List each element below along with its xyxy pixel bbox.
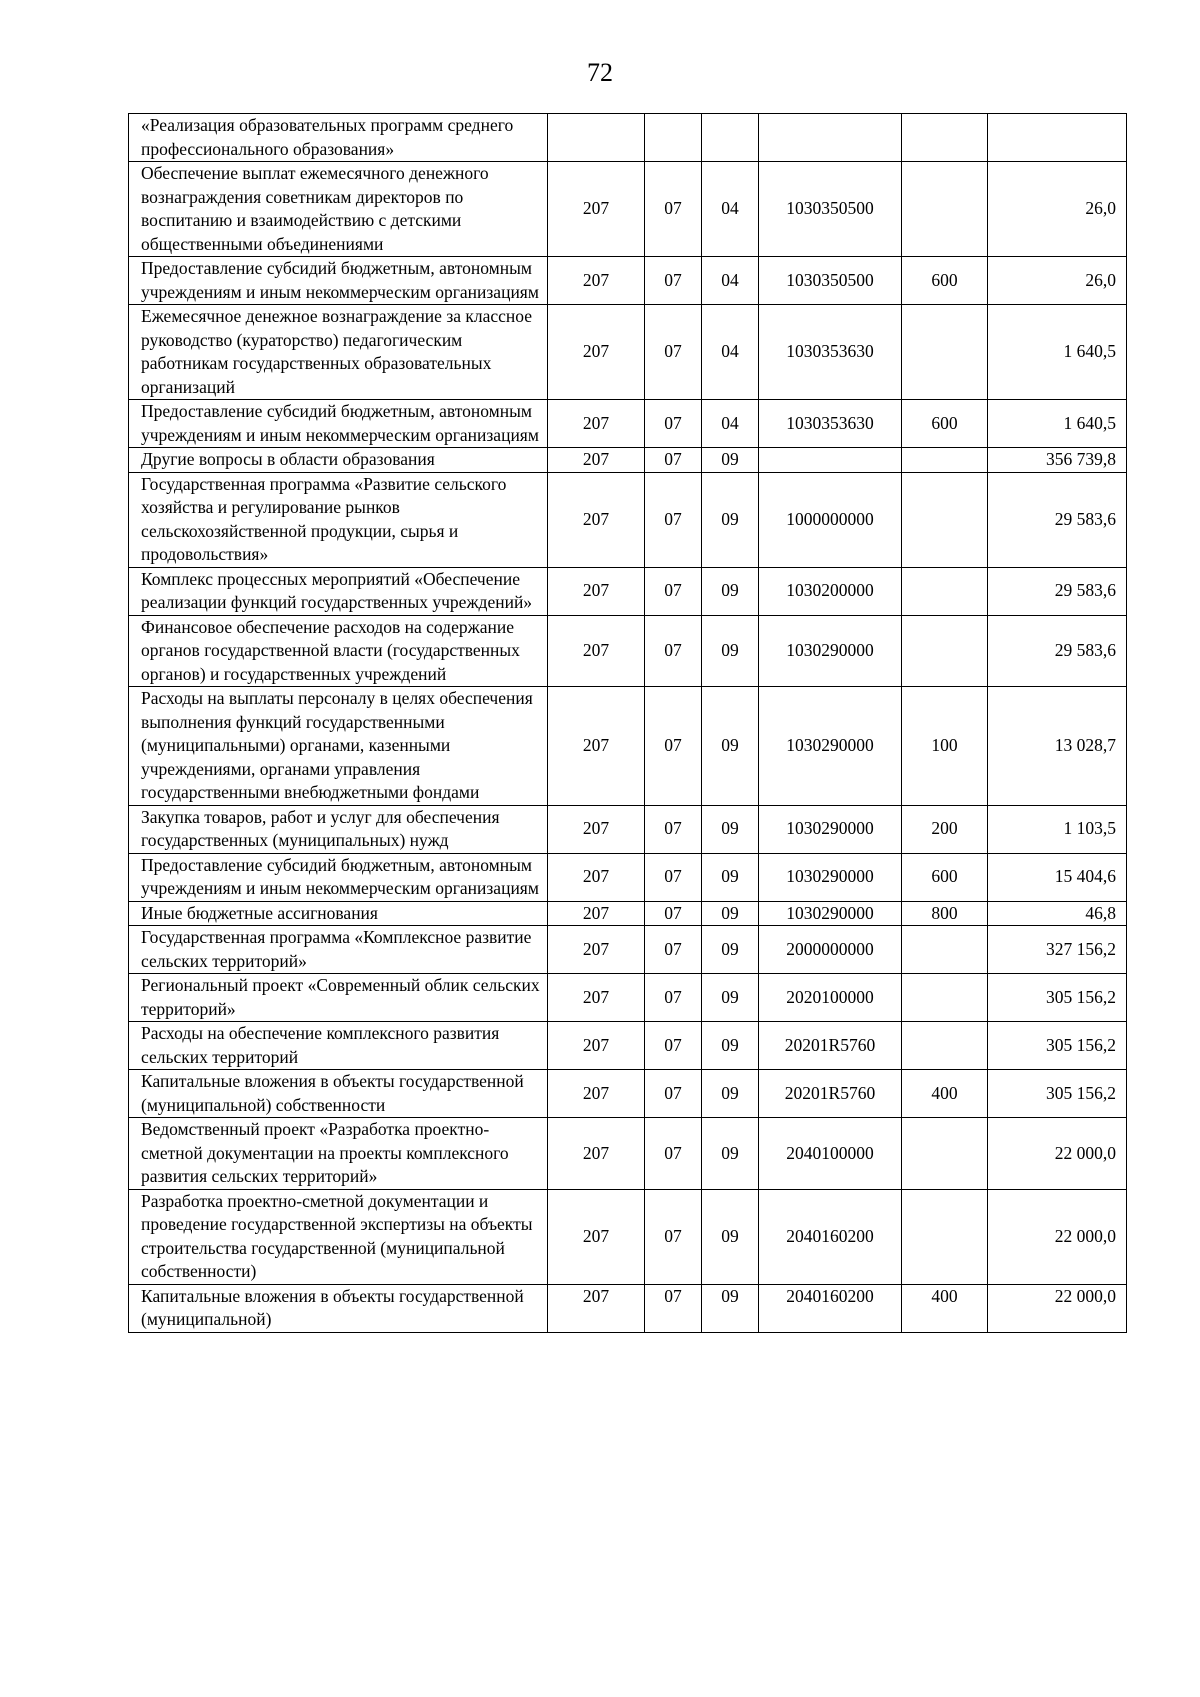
expense-name-cell: Предоставление субсидий бюджетным, автономным учреждениям и иным некоммерческим организациям xyxy=(129,853,548,901)
table-row xyxy=(129,400,1127,448)
amount-cell: 29 583,6 xyxy=(988,472,1127,567)
table-row xyxy=(129,305,1127,400)
section-cell: 07 xyxy=(645,448,702,473)
expense-type-cell xyxy=(902,472,988,567)
amount-cell: 1 103,5 xyxy=(988,805,1127,853)
amount-cell: 29 583,6 xyxy=(988,567,1127,615)
expense-name-cell: Ведомственный проект «Разработка проектно-сметной документации на проекты комплексного развития сельских территорий» xyxy=(129,1118,548,1190)
subsection-cell xyxy=(702,114,759,162)
table-row xyxy=(129,448,1127,473)
section-cell: 07 xyxy=(645,687,702,806)
target-article-cell xyxy=(759,114,902,162)
expense-type-cell xyxy=(902,162,988,257)
section-cell: 07 xyxy=(645,257,702,305)
expense-type-cell xyxy=(902,448,988,473)
expense-name-cell: Региональный проект «Современный облик сельских территорий» xyxy=(129,974,548,1022)
target-article-cell: 1030290000 xyxy=(759,853,902,901)
expense-type-cell xyxy=(902,114,988,162)
target-article-cell: 20201R5760 xyxy=(759,1070,902,1118)
amount-cell: 1 640,5 xyxy=(988,305,1127,400)
expense-name-cell: Другие вопросы в области образования xyxy=(129,448,548,473)
subsection-cell: 09 xyxy=(702,687,759,806)
target-article-cell: 20201R5760 xyxy=(759,1022,902,1070)
subsection-cell: 09 xyxy=(702,1070,759,1118)
section-cell: 07 xyxy=(645,1118,702,1190)
target-article-cell: 1030290000 xyxy=(759,805,902,853)
amount-cell: 305 156,2 xyxy=(988,1022,1127,1070)
target-article-cell: 1000000000 xyxy=(759,472,902,567)
grbs-cell xyxy=(548,114,645,162)
section-cell: 07 xyxy=(645,162,702,257)
expense-name-cell: Закупка товаров, работ и услуг для обеспечения государственных (муниципальных) нужд xyxy=(129,805,548,853)
subsection-cell: 09 xyxy=(702,974,759,1022)
amount-cell: 46,8 xyxy=(988,901,1127,926)
amount-cell: 327 156,2 xyxy=(988,926,1127,974)
table-row xyxy=(129,257,1127,305)
amount-cell: 22 000,0 xyxy=(988,1189,1127,1284)
subsection-cell: 09 xyxy=(702,615,759,687)
expense-type-cell xyxy=(902,1022,988,1070)
grbs-cell: 207 xyxy=(548,567,645,615)
section-cell: 07 xyxy=(645,926,702,974)
subsection-cell: 09 xyxy=(702,853,759,901)
expense-name-cell: Государственная программа «Комплексное развитие сельских территорий» xyxy=(129,926,548,974)
amount-cell xyxy=(988,114,1127,162)
expense-name-cell: Комплекс процессных мероприятий «Обеспечение реализации функций государственных учреждений» xyxy=(129,567,548,615)
target-article-cell: 1030353630 xyxy=(759,400,902,448)
amount-cell: 305 156,2 xyxy=(988,1070,1127,1118)
table-row xyxy=(129,1022,1127,1070)
grbs-cell: 207 xyxy=(548,1118,645,1190)
subsection-cell: 09 xyxy=(702,1022,759,1070)
table-row xyxy=(129,805,1127,853)
target-article-cell: 1030290000 xyxy=(759,901,902,926)
expense-name-cell: «Реализация образовательных программ среднего профессионального образования» xyxy=(129,114,548,162)
amount-cell: 26,0 xyxy=(988,162,1127,257)
subsection-cell: 09 xyxy=(702,1284,759,1332)
table-row xyxy=(129,615,1127,687)
grbs-cell: 207 xyxy=(548,901,645,926)
page-number: 72 xyxy=(587,58,613,87)
target-article-cell: 1030353630 xyxy=(759,305,902,400)
target-article-cell: 2040160200 xyxy=(759,1189,902,1284)
grbs-cell: 207 xyxy=(548,1022,645,1070)
section-cell: 07 xyxy=(645,805,702,853)
grbs-cell: 207 xyxy=(548,687,645,806)
grbs-cell: 207 xyxy=(548,1070,645,1118)
amount-cell: 22 000,0 xyxy=(988,1118,1127,1190)
grbs-cell: 207 xyxy=(548,805,645,853)
target-article-cell: 2040160200 xyxy=(759,1284,902,1332)
expense-type-cell xyxy=(902,926,988,974)
grbs-cell: 207 xyxy=(548,305,645,400)
subsection-cell: 04 xyxy=(702,400,759,448)
subsection-cell: 09 xyxy=(702,1189,759,1284)
subsection-cell: 09 xyxy=(702,567,759,615)
grbs-cell: 207 xyxy=(548,472,645,567)
amount-cell: 22 000,0 xyxy=(988,1284,1127,1332)
subsection-cell: 09 xyxy=(702,901,759,926)
section-cell: 07 xyxy=(645,567,702,615)
expense-name-cell: Расходы на обеспечение комплексного развития сельских территорий xyxy=(129,1022,548,1070)
expense-type-cell xyxy=(902,974,988,1022)
expense-name-cell: Финансовое обеспечение расходов на содержание органов государственной власти (государственных органов) и государственных учреждений xyxy=(129,615,548,687)
section-cell: 07 xyxy=(645,974,702,1022)
grbs-cell: 207 xyxy=(548,926,645,974)
table-row xyxy=(129,567,1127,615)
expense-name-cell: Расходы на выплаты персоналу в целях обеспечения выполнения функций государственными (муниципальными) органами, казенными учреждениями, органами управления государственными внебюджетными фондами xyxy=(129,687,548,806)
expense-name-cell: Иные бюджетные ассигнования xyxy=(129,901,548,926)
expense-type-cell xyxy=(902,567,988,615)
grbs-cell: 207 xyxy=(548,853,645,901)
expense-name-cell: Разработка проектно-сметной документации и проведение государственной экспертизы на объекты строительства государственной (муниципальной собственности) xyxy=(129,1189,548,1284)
subsection-cell: 04 xyxy=(702,162,759,257)
section-cell: 07 xyxy=(645,1070,702,1118)
table-row xyxy=(129,926,1127,974)
amount-cell: 356 739,8 xyxy=(988,448,1127,473)
table-row xyxy=(129,114,1127,162)
grbs-cell: 207 xyxy=(548,162,645,257)
expense-type-cell: 600 xyxy=(902,853,988,901)
expense-type-cell: 400 xyxy=(902,1284,988,1332)
table-row xyxy=(129,1070,1127,1118)
amount-cell: 26,0 xyxy=(988,257,1127,305)
subsection-cell: 09 xyxy=(702,472,759,567)
subsection-cell: 04 xyxy=(702,305,759,400)
grbs-cell: 207 xyxy=(548,257,645,305)
expense-type-cell: 400 xyxy=(902,1070,988,1118)
section-cell xyxy=(645,114,702,162)
table-row xyxy=(129,1189,1127,1284)
expense-type-cell xyxy=(902,1118,988,1190)
table-row xyxy=(129,472,1127,567)
table-row xyxy=(129,901,1127,926)
expense-type-cell: 600 xyxy=(902,400,988,448)
target-article-cell xyxy=(759,448,902,473)
expense-type-cell: 800 xyxy=(902,901,988,926)
expense-name-cell: Предоставление субсидий бюджетным, автономным учреждениям и иным некоммерческим организациям xyxy=(129,257,548,305)
section-cell: 07 xyxy=(645,901,702,926)
grbs-cell: 207 xyxy=(548,1284,645,1332)
section-cell: 07 xyxy=(645,1189,702,1284)
target-article-cell: 2040100000 xyxy=(759,1118,902,1190)
section-cell: 07 xyxy=(645,305,702,400)
table-row xyxy=(129,1284,1127,1332)
target-article-cell: 2000000000 xyxy=(759,926,902,974)
expense-name-cell: Государственная программа «Развитие сельского хозяйства и регулирование рынков сельскохозяйственной продукции, сырья и продовольствия» xyxy=(129,472,548,567)
amount-cell: 29 583,6 xyxy=(988,615,1127,687)
section-cell: 07 xyxy=(645,1284,702,1332)
expense-type-cell: 600 xyxy=(902,257,988,305)
target-article-cell: 1030350500 xyxy=(759,162,902,257)
table-row xyxy=(129,853,1127,901)
budget-table xyxy=(128,113,1127,1333)
section-cell: 07 xyxy=(645,400,702,448)
expense-type-cell xyxy=(902,1189,988,1284)
target-article-cell: 1030200000 xyxy=(759,567,902,615)
amount-cell: 305 156,2 xyxy=(988,974,1127,1022)
expense-type-cell xyxy=(902,615,988,687)
grbs-cell: 207 xyxy=(548,400,645,448)
expense-type-cell: 100 xyxy=(902,687,988,806)
subsection-cell: 09 xyxy=(702,805,759,853)
table-row xyxy=(129,974,1127,1022)
subsection-cell: 09 xyxy=(702,448,759,473)
grbs-cell: 207 xyxy=(548,1189,645,1284)
expense-type-cell xyxy=(902,305,988,400)
table-row xyxy=(129,687,1127,806)
expense-name-cell: Обеспечение выплат ежемесячного денежного вознаграждения советникам директоров по воспитанию и взаимодействию с детскими общественными объединениями xyxy=(129,162,548,257)
expense-name-cell: Предоставление субсидий бюджетным, автономным учреждениям и иным некоммерческим организациям xyxy=(129,400,548,448)
table-body xyxy=(129,114,1127,1333)
target-article-cell: 1030290000 xyxy=(759,615,902,687)
subsection-cell: 09 xyxy=(702,1118,759,1190)
subsection-cell: 09 xyxy=(702,926,759,974)
expense-name-cell: Капитальные вложения в объекты государственной (муниципальной) xyxy=(129,1284,548,1332)
expense-type-cell: 200 xyxy=(902,805,988,853)
table-row xyxy=(129,1118,1127,1190)
table-row xyxy=(129,162,1127,257)
target-article-cell: 1030350500 xyxy=(759,257,902,305)
grbs-cell: 207 xyxy=(548,615,645,687)
section-cell: 07 xyxy=(645,615,702,687)
section-cell: 07 xyxy=(645,472,702,567)
expense-name-cell: Ежемесячное денежное вознаграждение за классное руководство (кураторство) педагогическим работникам государственных образовательных организаций xyxy=(129,305,548,400)
subsection-cell: 04 xyxy=(702,257,759,305)
amount-cell: 13 028,7 xyxy=(988,687,1127,806)
target-article-cell: 2020100000 xyxy=(759,974,902,1022)
amount-cell: 15 404,6 xyxy=(988,853,1127,901)
amount-cell: 1 640,5 xyxy=(988,400,1127,448)
grbs-cell: 207 xyxy=(548,974,645,1022)
section-cell: 07 xyxy=(645,853,702,901)
grbs-cell: 207 xyxy=(548,448,645,473)
target-article-cell: 1030290000 xyxy=(759,687,902,806)
section-cell: 07 xyxy=(645,1022,702,1070)
expense-name-cell: Капитальные вложения в объекты государственной (муниципальной) собственности xyxy=(129,1070,548,1118)
